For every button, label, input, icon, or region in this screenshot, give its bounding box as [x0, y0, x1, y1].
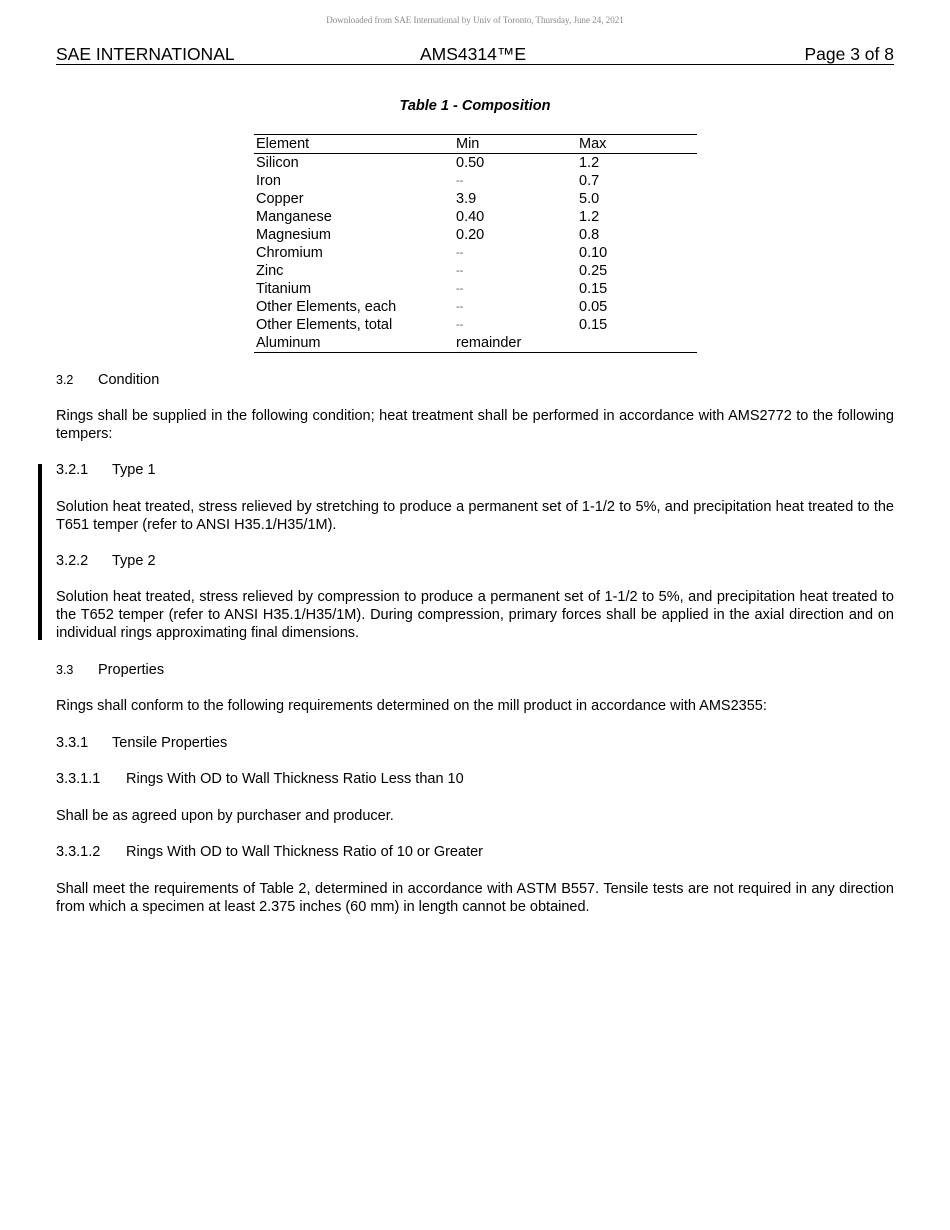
section-heading-3-3 — [56, 661, 894, 679]
section-title: Properties — [98, 662, 165, 678]
cell-element: Iron — [256, 173, 281, 189]
cell-min: 0.50 — [456, 155, 485, 171]
section-number: 3.2.2 — [56, 553, 89, 569]
cell-element: Other Elements, each — [256, 299, 397, 315]
cell-element: Manganese — [256, 209, 332, 225]
table-row — [254, 226, 697, 244]
composition-table — [254, 134, 697, 353]
cell-max: 0.8 — [579, 227, 600, 243]
revision-change-bar — [38, 464, 42, 640]
section-number: 3.3.1.2 — [56, 844, 101, 860]
paragraph-3-3-1-2: Shall meet the requirements of Table 2, determined in accordance with ASTM B557. Tensile tests are not required in any direction from which a specimen at least 2.375 inches (60 mm) in length cannot be obtained. — [56, 881, 894, 915]
section-title: Type 2 — [112, 553, 156, 569]
section-heading-3-2-1 — [56, 461, 894, 479]
cell-max: 0.05 — [579, 299, 608, 315]
table-row — [254, 334, 697, 353]
section-number: 3.2.1 — [56, 462, 89, 478]
table-row — [254, 262, 697, 280]
paragraph-3-3: Rings shall conform to the following requirements determined on the mill product in accordance with AMS2355: — [56, 698, 767, 714]
section-number: 3.2 — [56, 373, 74, 387]
cell-min: 0.20 — [456, 227, 485, 243]
cell-element: Chromium — [256, 245, 323, 261]
header-page-number: Page 3 of 8 — [804, 44, 894, 64]
section-number: 3.3.1.1 — [56, 771, 101, 787]
cell-min: 0.40 — [456, 209, 485, 225]
table-row — [254, 298, 697, 316]
cell-max: 1.2 — [579, 155, 600, 171]
cell-min: -- — [456, 265, 464, 277]
table-header-row — [254, 135, 697, 154]
cell-min: -- — [456, 301, 464, 313]
cell-min: -- — [456, 175, 464, 187]
cell-max: 5.0 — [579, 191, 600, 207]
header-organization: SAE INTERNATIONAL — [56, 44, 235, 64]
table-row — [254, 190, 697, 208]
table-title: Table 1 - Composition — [399, 98, 551, 114]
cell-max: 1.2 — [579, 209, 600, 225]
cell-element: Magnesium — [256, 227, 331, 243]
section-heading-3-2-2 — [56, 552, 894, 570]
section-title: Rings With OD to Wall Thickness Ratio Less than 10 — [126, 771, 464, 787]
table-row — [254, 280, 697, 298]
cell-element: Titanium — [256, 281, 312, 297]
section-heading-3-3-1-1 — [56, 770, 894, 788]
cell-min: remainder — [456, 335, 522, 351]
cell-element: Zinc — [256, 263, 284, 279]
cell-element: Copper — [256, 191, 304, 207]
page-header — [56, 44, 894, 65]
download-watermark: Downloaded from SAE International by Univ of Toronto, Thursday, June 24, 2021 — [326, 15, 624, 25]
column-header-element: Element — [256, 136, 310, 152]
header-document-number: AMS4314™E — [420, 44, 527, 64]
section-title: Condition — [98, 372, 160, 388]
cell-max: 0.15 — [579, 281, 608, 297]
section-number: 3.3 — [56, 663, 74, 677]
section-heading-3-3-1-2 — [56, 843, 894, 861]
table-row — [254, 154, 697, 173]
cell-min: 3.9 — [456, 191, 477, 207]
column-header-max: Max — [579, 136, 607, 152]
cell-min: -- — [456, 319, 464, 331]
cell-element: Other Elements, total — [256, 317, 393, 333]
column-header-min: Min — [456, 136, 480, 152]
paragraph-3-3-1-1: Shall be as agreed upon by purchaser and producer. — [56, 808, 394, 824]
section-heading-3-2 — [56, 371, 894, 389]
cell-min: -- — [456, 283, 464, 295]
cell-max — [577, 334, 697, 353]
section-number: 3.3.1 — [56, 735, 89, 751]
cell-max: 0.7 — [579, 173, 600, 189]
table-row — [254, 244, 697, 262]
cell-element: Aluminum — [256, 335, 321, 351]
cell-max: 0.25 — [579, 263, 608, 279]
paragraph-3-2: Rings shall be supplied in the following condition; heat treatment shall be performed in accordance with AMS2772 to the following tempers: — [56, 408, 894, 442]
paragraph-3-2-2: Solution heat treated, stress relieved by compression to produce a permanent set of 1-1/2 to 5%, and precipitation heat treated to the T652 temper (refer to ANSI H35.1/H35/1M). During compression, primary forces shall be applied in the axial direction and on individual rings approximating final dimensions. — [56, 589, 894, 641]
paragraph-3-2-1: Solution heat treated, stress relieved by stretching to produce a permanent set of 1-1/2 to 5%, and precipitation heat treated to the T651 temper (refer to ANSI H35.1/H35/1M). — [56, 499, 894, 533]
section-title: Type 1 — [112, 462, 156, 478]
section-title: Tensile Properties — [112, 735, 228, 751]
cell-max: 0.10 — [579, 245, 608, 261]
cell-max: 0.15 — [579, 317, 608, 333]
section-title: Rings With OD to Wall Thickness Ratio of 10 or Greater — [126, 844, 483, 860]
cell-min: -- — [456, 247, 464, 259]
table-row — [254, 316, 697, 334]
cell-element: Silicon — [256, 155, 299, 171]
section-heading-3-3-1 — [56, 734, 894, 752]
table-row — [254, 208, 697, 226]
table-row — [254, 172, 697, 190]
